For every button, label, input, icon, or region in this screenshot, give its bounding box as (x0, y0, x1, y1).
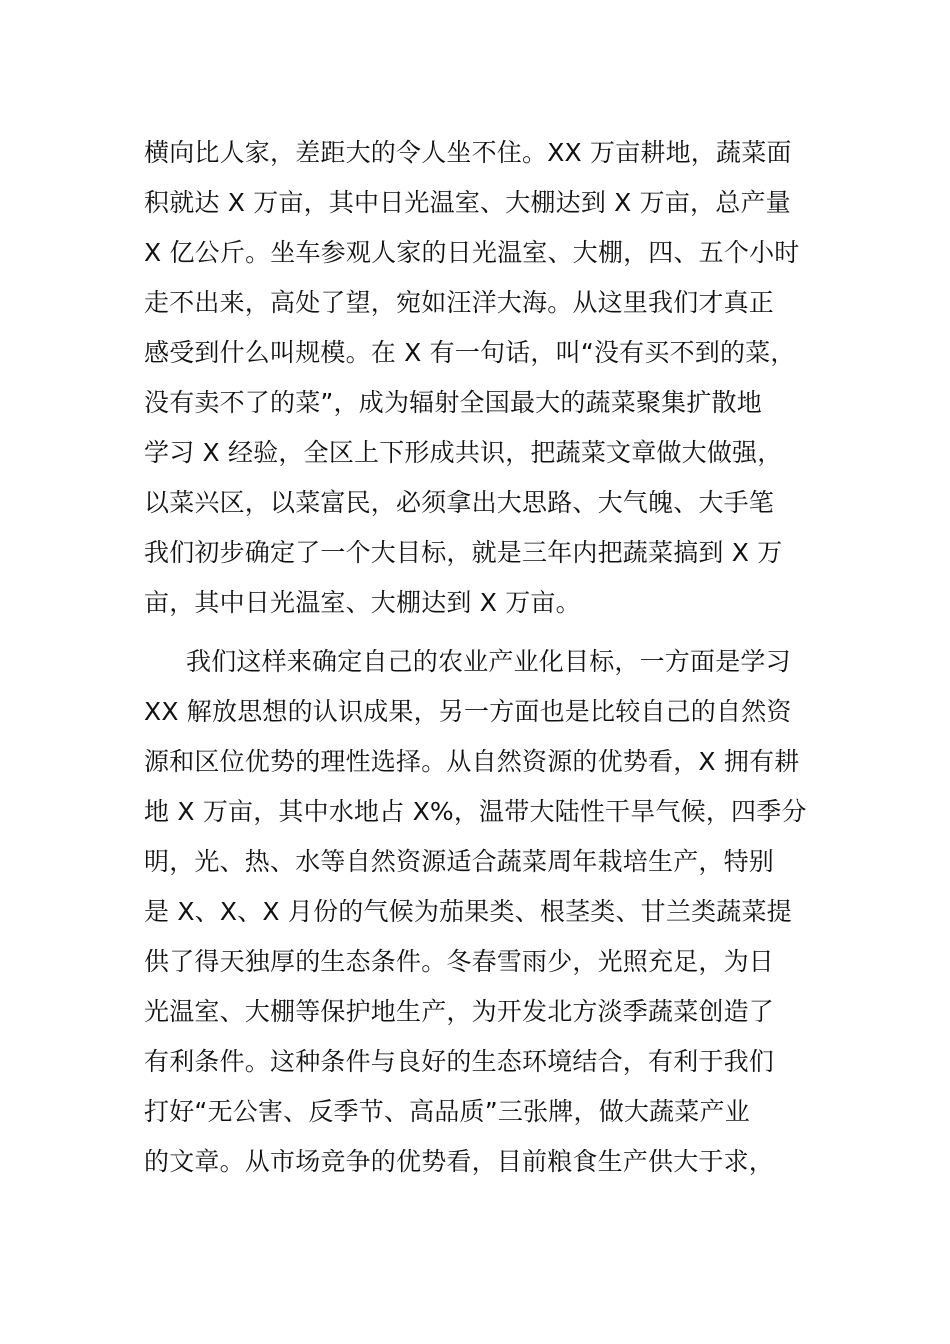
text-line: 明，光、热、水等自然资源适合蔬菜周年栽培生产，特别 (144, 847, 775, 876)
text-line: 以菜兴区，以菜富民，必须拿出大思路、大气魄、大手笔 (144, 488, 775, 517)
paragraph-2 (144, 637, 824, 1187)
text-line: 横向比人家，差距大的令人坐不住。XX 万亩耕地，蔬菜面 (144, 138, 792, 167)
text-line: 源和区位优势的理性选择。从自然资源的优势看，X 拥有耕 (144, 747, 800, 776)
text-line: X 亿公斤。坐车参观人家的日光温室、大棚，四、五个小时 (144, 238, 800, 267)
text-line: 光温室、大棚等保护地生产，为开发北方淡季蔬菜创造了 (144, 997, 775, 1026)
text-line: 亩，其中日光温室、大棚达到 X 万亩。 (144, 588, 581, 617)
text-line: 有利条件。这种条件与良好的生态环境结合，有利于我们 (144, 1047, 775, 1076)
text-line: 走不出来，高处了望，宛如汪洋大海。从这里我们才真正 (144, 288, 775, 317)
text-line: 学习 X 经验，全区上下形成共识，把蔬菜文章做大做强， (144, 438, 783, 467)
text-line: 是 X、X、X 月份的气候为茄果类、根茎类、甘兰类蔬菜提 (144, 897, 792, 926)
paragraph-1 (144, 128, 824, 628)
text-line: 没有卖不了的菜”，成为辐射全国最大的蔬菜聚集扩散地 (144, 388, 762, 417)
text-line: 积就达 X 万亩，其中日光温室、大棚达到 X 万亩，总产量 (144, 188, 791, 217)
text-line: 的文章。从市场竞争的优势看，目前粮食生产供大于求， (144, 1147, 775, 1176)
text-line: XX 解放思想的认识成果，另一方面也是比较自己的自然资 (144, 697, 792, 726)
text-line: 供了得天独厚的生态条件。冬春雪雨少，光照充足，为日 (144, 947, 775, 976)
text-line: 打好“无公害、反季节、高品质”三张牌，做大蔬菜产业 (144, 1097, 750, 1126)
text-line: 地 X 万亩，其中水地占 X%，温带大陆性干旱气候，四季分 (144, 797, 807, 826)
text-line: 感受到什么叫规模。在 X 有一句话，叫“没有买不到的菜， (144, 338, 796, 367)
text-line: 我们初步确定了一个大目标，就是三年内把蔬菜搞到 X 万 (144, 538, 783, 567)
text-line: 我们这样来确定自己的农业产业化目标，一方面是学习 (186, 647, 791, 676)
